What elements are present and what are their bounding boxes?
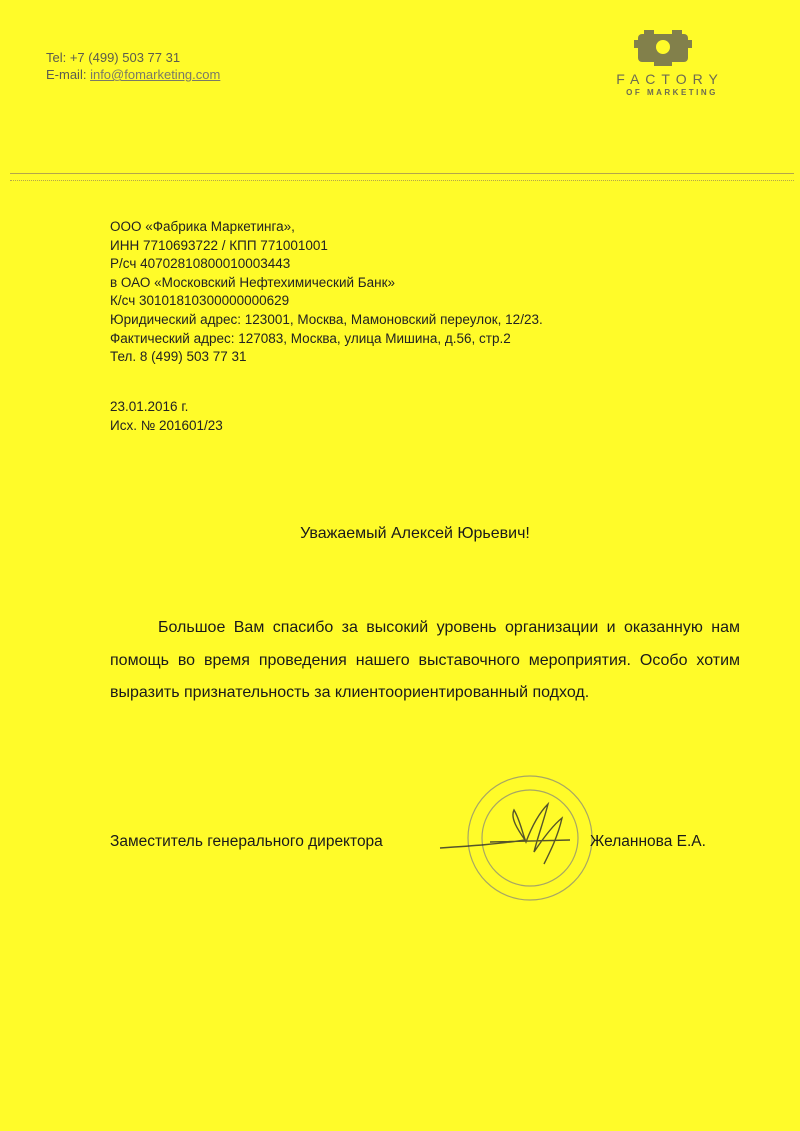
requisites-line: Юридический адрес: 123001, Москва, Мамоновский переулок, 12/23.: [110, 311, 543, 327]
letter-date: 23.01.2016 г.: [110, 399, 189, 414]
header-email-link[interactable]: info@fomarketing.com: [90, 67, 221, 82]
letter-greeting: Уважаемый Алексей Юрьевич!: [300, 525, 530, 542]
company-requisites: [110, 218, 543, 367]
signatory-name: Желаннова Е.А.: [590, 833, 706, 850]
requisites-line: Р/сч 40702810800010003443: [110, 256, 291, 272]
company-stamp-with-signature: [430, 760, 610, 910]
handwritten-signature: [440, 804, 570, 864]
requisites-line: Фактический адрес: 127083, Москва, улица Мишина, д.56, стр.2: [110, 330, 511, 346]
requisites-line: в ОАО «Московский Нефтехимический Банк»: [110, 274, 396, 290]
letter-meta: [110, 398, 223, 435]
requisites-line: К/сч 30101810300000000629: [110, 293, 290, 309]
signatory-title: Заместитель генерального директора: [110, 833, 383, 850]
requisites-line: Тел. 8 (499) 503 77 31: [110, 349, 247, 365]
factory-of-marketing-logo: [590, 30, 750, 100]
requisites-line: ИНН 7710693722 / КПП 771001001: [110, 237, 328, 253]
header-email-line: [46, 66, 220, 83]
logo-factory-text: FACTORY: [616, 71, 724, 87]
logo-marketing-text: OF MARKETING: [626, 88, 718, 97]
letter-reference: Исх. № 201601/23: [110, 417, 223, 433]
header-contacts: [46, 49, 220, 83]
letter-body: Большое Вам спасибо за высокий уровень организации и оказанную нам помощь во время проведения нашего выставочного мероприятия. Особо хотим выразить признательность за клиентоориентированный подход.: [110, 619, 740, 701]
requisites-line: ООО «Фабрика Маркетинга»,: [110, 219, 295, 234]
header-divider: [10, 173, 794, 181]
header-phone: Tel: +7 (499) 503 77 31: [46, 50, 181, 65]
header-email-label: E-mail:: [46, 67, 87, 82]
